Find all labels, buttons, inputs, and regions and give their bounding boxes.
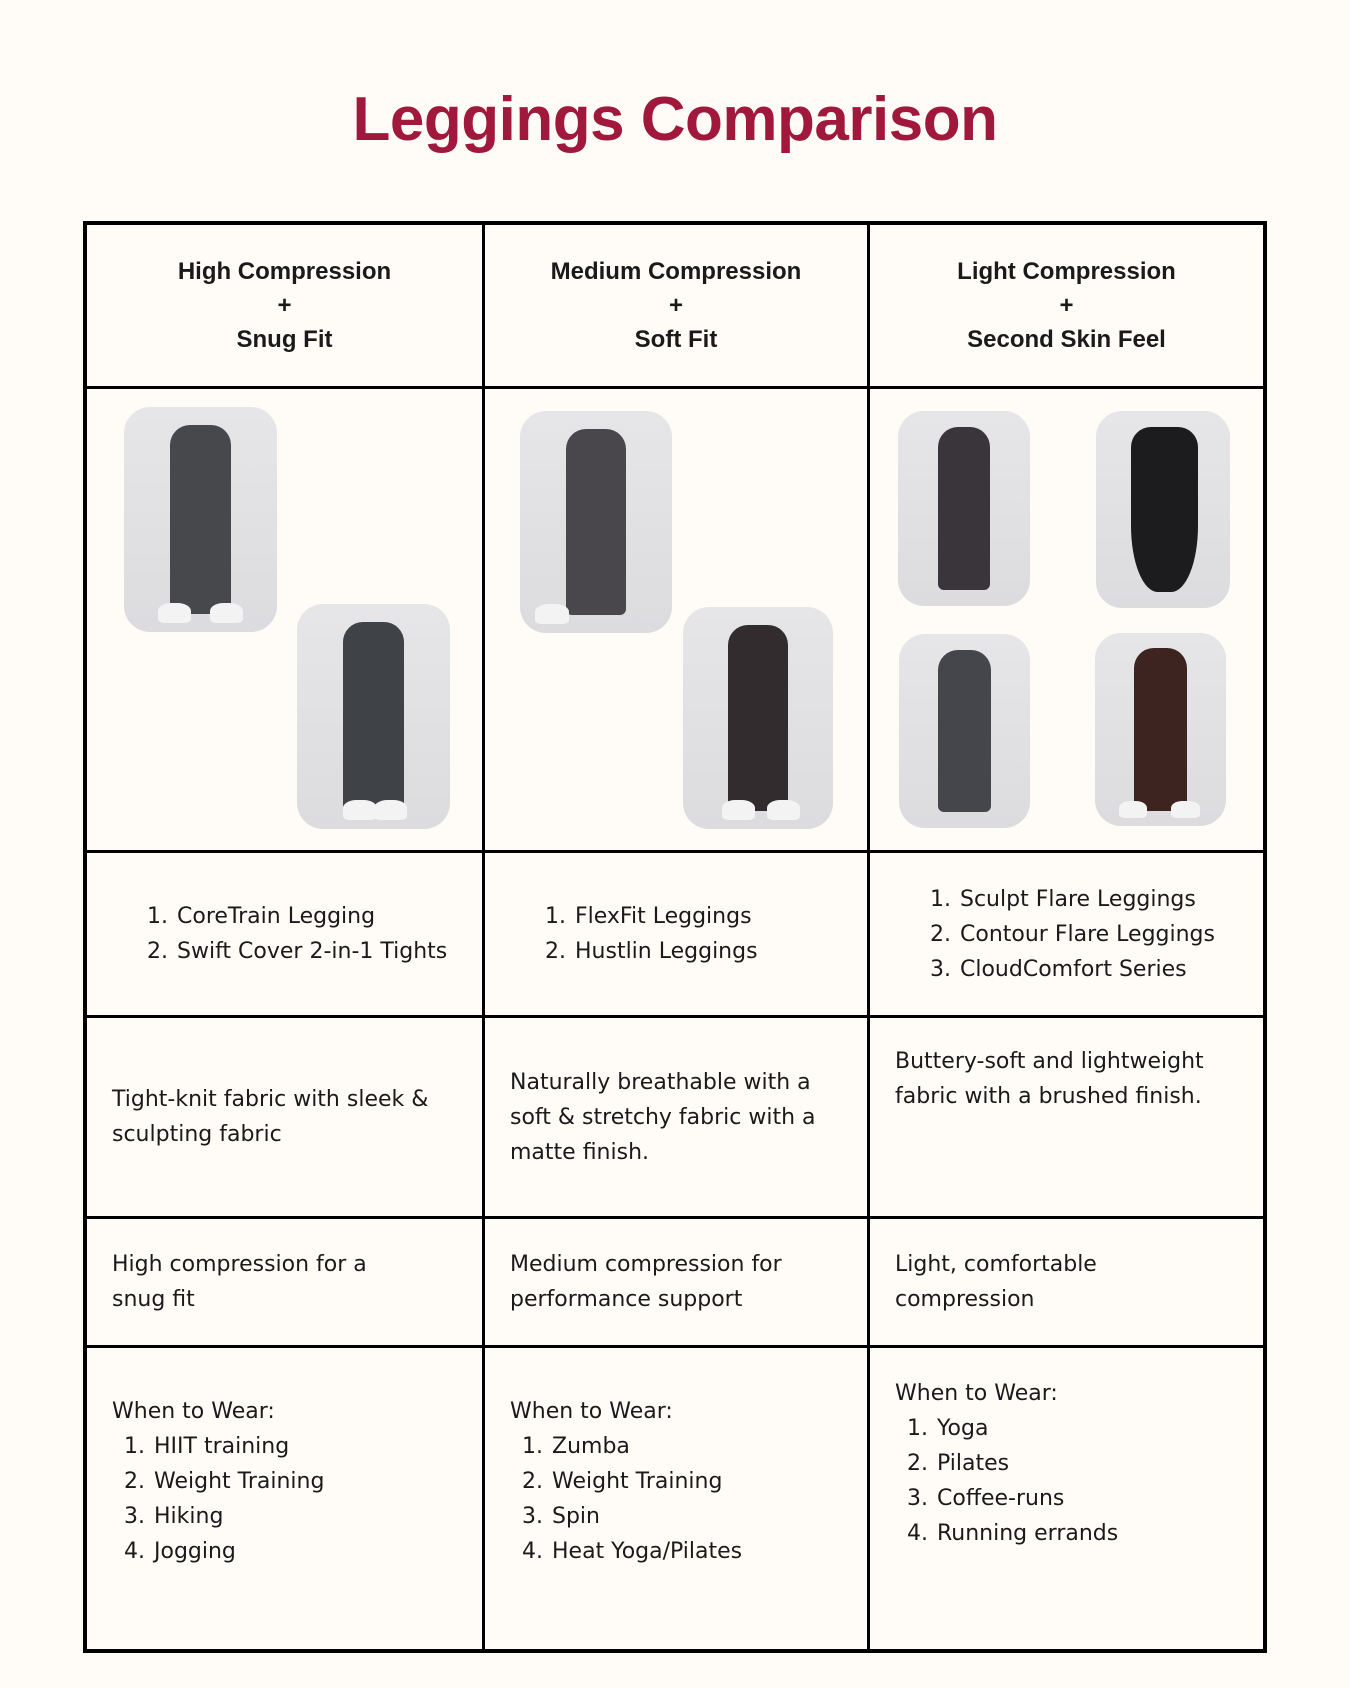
product-item: 2. Swift Cover 2-in-1 Tights — [175, 934, 468, 969]
images-cell-medium — [485, 389, 870, 853]
product-item: 1. FlexFit Leggings — [573, 899, 853, 934]
when-to-wear-label: When to Wear: — [895, 1381, 1058, 1406]
activity-item: 3. Coffee-runs — [935, 1481, 1249, 1516]
product-image — [297, 604, 450, 829]
activity-item: 2. Pilates — [935, 1446, 1249, 1481]
product-list — [510, 899, 853, 969]
fabric-cell-light — [870, 1018, 1263, 1219]
leggings-shape — [170, 425, 231, 614]
product-image — [1096, 411, 1230, 608]
column-header-light — [870, 225, 1263, 389]
activity-item: 4. Heat Yoga/Pilates — [550, 1534, 853, 1569]
compression-cell-medium — [485, 1219, 870, 1348]
sneaker-shape — [343, 800, 377, 820]
compression-description: Light, comfortable compression — [895, 1252, 1097, 1312]
activity-item: 1. Yoga — [935, 1411, 1249, 1446]
column-header-high — [87, 225, 485, 389]
activity-list — [112, 1429, 468, 1569]
sneaker-shape — [210, 603, 244, 623]
product-item: 3. CloudComfort Series — [958, 952, 1249, 987]
compression-cell-light — [870, 1219, 1263, 1348]
activity-item: 3. Hiking — [152, 1499, 468, 1534]
products-cell-high — [87, 853, 485, 1018]
header-fit: Second Skin Feel — [967, 325, 1166, 353]
sneaker-shape — [767, 800, 800, 820]
activity-item: 2. Weight Training — [550, 1464, 853, 1499]
product-image — [124, 407, 277, 632]
product-image — [898, 411, 1030, 606]
product-item: 2. Hustlin Leggings — [573, 934, 853, 969]
header-plus: + — [277, 291, 292, 319]
fabric-description: Buttery-soft and lightweight fabric with a brushed finish. — [895, 1049, 1204, 1109]
leggings-shape — [1134, 648, 1186, 810]
leggings-shape — [728, 625, 788, 812]
comparison-table — [83, 221, 1267, 1653]
product-item: 1. CoreTrain Legging — [175, 899, 468, 934]
sneaker-shape — [374, 800, 408, 820]
leggings-shape — [566, 429, 627, 616]
when-cell-medium — [485, 1348, 870, 1649]
fabric-cell-high — [87, 1018, 485, 1219]
activity-list — [510, 1429, 853, 1569]
header-fit: Snug Fit — [236, 325, 333, 353]
compression-description: Medium compression for performance support — [510, 1252, 782, 1312]
when-to-wear-label: When to Wear: — [510, 1399, 673, 1424]
activity-item: 2. Weight Training — [152, 1464, 468, 1499]
compression-description: High compression for a snug fit — [112, 1252, 367, 1312]
product-list — [895, 882, 1249, 987]
activity-item: 3. Spin — [550, 1499, 853, 1534]
product-list — [112, 899, 468, 969]
header-plus: + — [668, 291, 683, 319]
leggings-shape — [343, 622, 404, 811]
header-compression: Light Compression — [957, 257, 1176, 285]
activity-item: 4. Jogging — [152, 1534, 468, 1569]
product-item: 1. Sculpt Flare Leggings — [958, 882, 1249, 917]
leggings-shape — [938, 650, 990, 813]
sneaker-shape — [535, 604, 568, 624]
header-compression: High Compression — [177, 257, 392, 285]
sneaker-shape — [722, 800, 755, 820]
header-plus: + — [1059, 291, 1074, 319]
page-title: Leggings Comparison — [352, 85, 998, 154]
fabric-description: Naturally breathable with a soft & stretchy fabric with a matte finish. — [510, 1069, 816, 1165]
sneaker-shape — [1119, 801, 1148, 818]
products-cell-medium — [485, 853, 870, 1018]
product-image — [1095, 633, 1226, 826]
activity-item: 4. Running errands — [935, 1516, 1249, 1551]
product-image — [683, 607, 833, 829]
activity-item: 1. HIIT training — [152, 1429, 468, 1464]
images-cell-high — [87, 389, 485, 853]
when-to-wear-label: When to Wear: — [112, 1399, 275, 1424]
leggings-shape — [1131, 427, 1198, 593]
products-cell-light — [870, 853, 1263, 1018]
column-header-medium — [485, 225, 870, 389]
when-cell-high — [87, 1348, 485, 1649]
leggings-shape — [938, 427, 991, 591]
sneaker-shape — [158, 603, 192, 623]
when-cell-light — [870, 1348, 1263, 1649]
fabric-description: Tight-knit fabric with sleek & sculpting fabric — [112, 1087, 429, 1147]
compression-cell-high — [87, 1219, 485, 1348]
fabric-cell-medium — [485, 1018, 870, 1219]
images-cell-light — [870, 389, 1263, 853]
sneaker-shape — [1171, 801, 1200, 818]
header-fit: Soft Fit — [634, 325, 718, 353]
activity-item: 1. Zumba — [550, 1429, 853, 1464]
header-compression: Medium Compression — [550, 257, 802, 285]
activity-list — [895, 1411, 1249, 1551]
product-image — [899, 634, 1030, 828]
product-image — [520, 411, 672, 633]
product-item: 2. Contour Flare Leggings — [958, 917, 1249, 952]
